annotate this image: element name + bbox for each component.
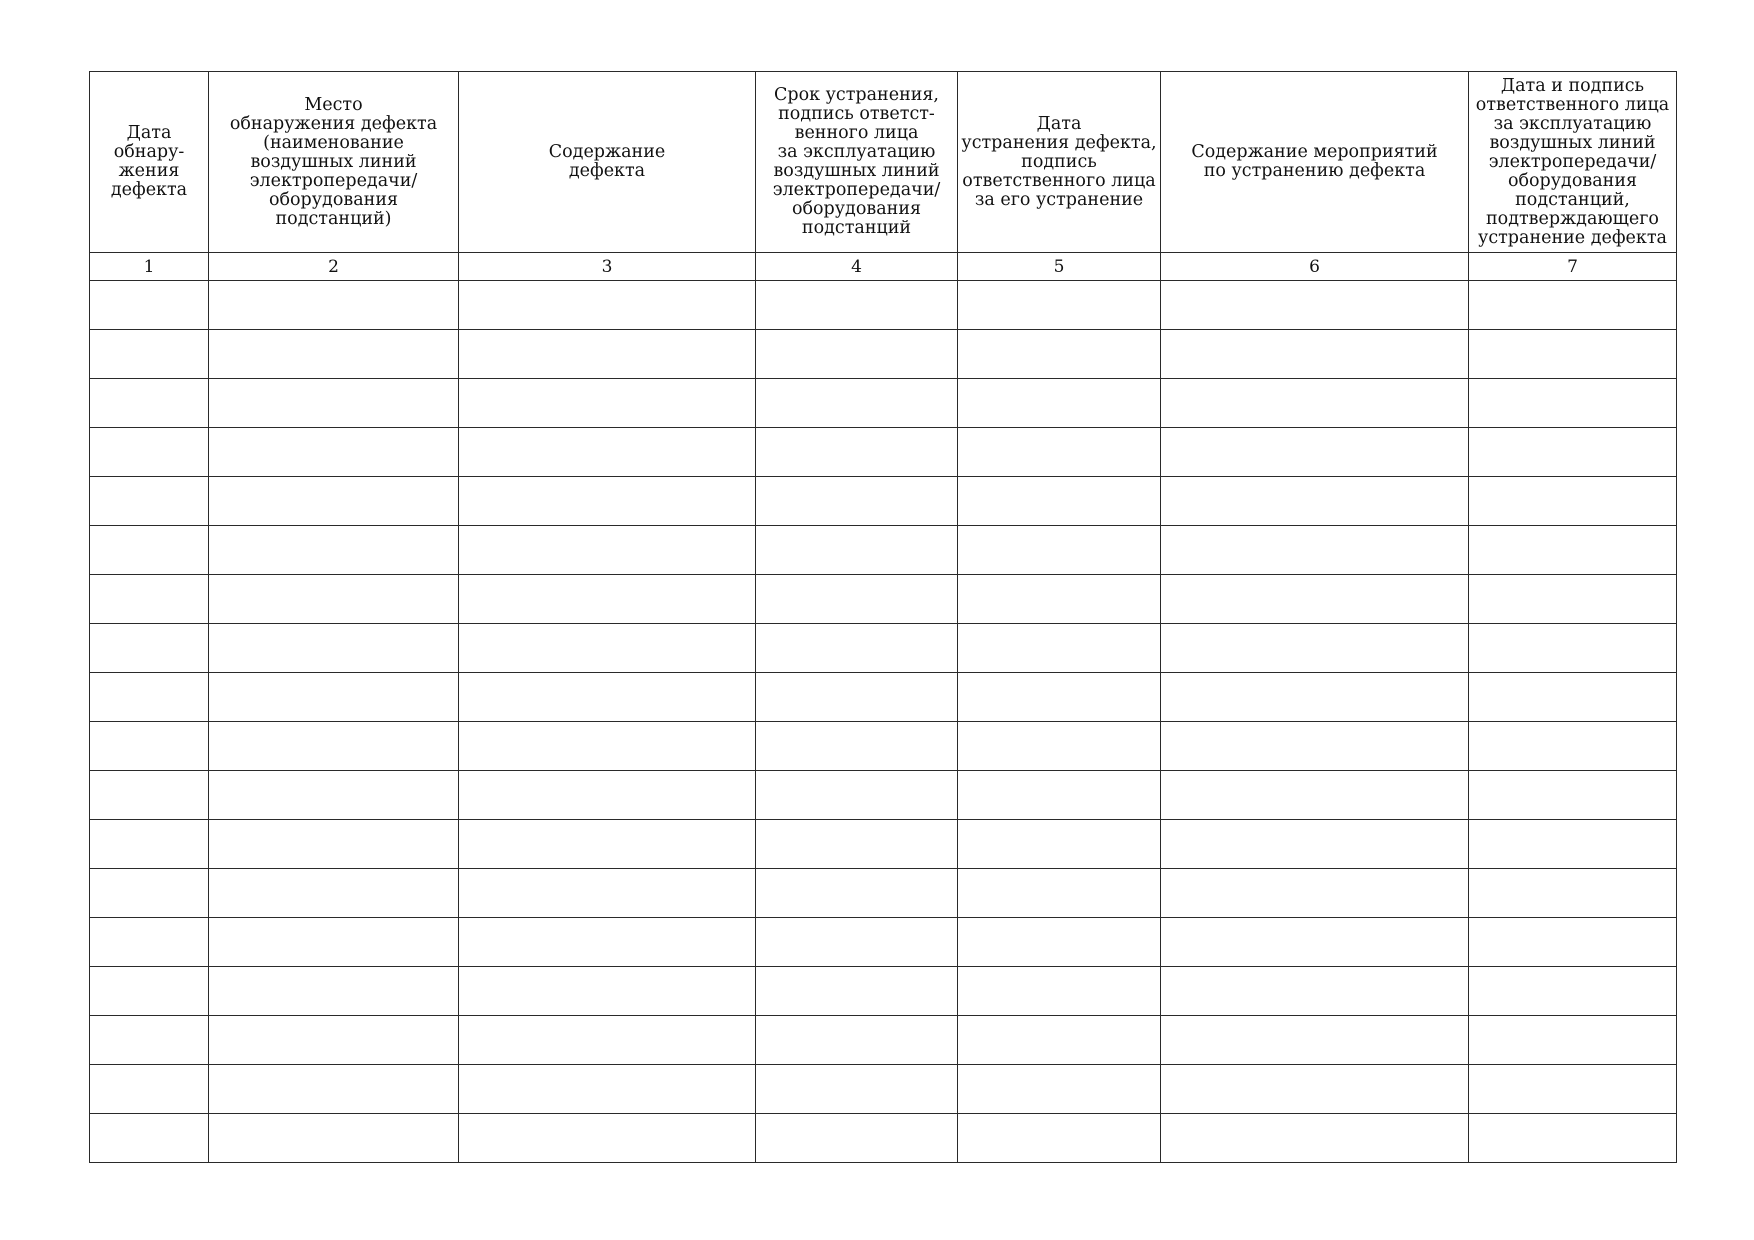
table-cell bbox=[459, 771, 756, 820]
table-cell bbox=[756, 428, 958, 477]
table-cell bbox=[90, 918, 209, 967]
table-cell bbox=[1161, 379, 1469, 428]
header-row bbox=[90, 72, 1677, 253]
table-cell bbox=[1161, 673, 1469, 722]
table-cell bbox=[459, 820, 756, 869]
table-cell bbox=[958, 1016, 1161, 1065]
table-row bbox=[90, 330, 1677, 379]
table-cell bbox=[1161, 967, 1469, 1016]
table-cell bbox=[209, 869, 459, 918]
table-cell bbox=[1469, 722, 1677, 771]
table-cell bbox=[756, 379, 958, 428]
table-cell bbox=[1161, 820, 1469, 869]
table-cell bbox=[1469, 428, 1677, 477]
table-cell bbox=[90, 722, 209, 771]
table-cell bbox=[756, 1065, 958, 1114]
table-cell bbox=[958, 869, 1161, 918]
header-confirmation-signature: Дата и подпись ответственного лица за эксплуатацию воздушных линий электропередачи/ оборудования подстанций, подтверждающего устранение дефекта bbox=[1469, 72, 1677, 253]
table-cell bbox=[1161, 526, 1469, 575]
table-row bbox=[90, 673, 1677, 722]
table-cell bbox=[90, 575, 209, 624]
table-cell bbox=[90, 379, 209, 428]
table-cell bbox=[1469, 673, 1677, 722]
table-cell bbox=[1161, 575, 1469, 624]
table-cell bbox=[459, 1114, 756, 1163]
table-cell bbox=[209, 428, 459, 477]
table-row bbox=[90, 820, 1677, 869]
table-cell bbox=[209, 379, 459, 428]
header-defect-content: Содержание дефекта bbox=[459, 72, 756, 253]
table-body bbox=[90, 281, 1677, 1163]
table-cell bbox=[459, 575, 756, 624]
header-defect-location: Место обнаружения дефекта (наименование воздушных линий электропередачи/ оборудования подстанций) bbox=[209, 72, 459, 253]
table-cell bbox=[756, 771, 958, 820]
table-cell bbox=[90, 428, 209, 477]
table-row bbox=[90, 918, 1677, 967]
table-cell bbox=[958, 771, 1161, 820]
table-cell bbox=[1469, 379, 1677, 428]
table-cell bbox=[459, 477, 756, 526]
table-row bbox=[90, 722, 1677, 771]
table-row bbox=[90, 526, 1677, 575]
column-number: 5 bbox=[958, 253, 1161, 281]
table-cell bbox=[209, 722, 459, 771]
table-cell bbox=[1161, 1114, 1469, 1163]
table-cell bbox=[1469, 281, 1677, 330]
table-cell bbox=[1469, 575, 1677, 624]
table-cell bbox=[958, 1114, 1161, 1163]
table-cell bbox=[1161, 477, 1469, 526]
column-number: 6 bbox=[1161, 253, 1469, 281]
table-cell bbox=[209, 330, 459, 379]
table-cell bbox=[1161, 624, 1469, 673]
table-cell bbox=[1469, 477, 1677, 526]
table-cell bbox=[1161, 869, 1469, 918]
column-number: 3 bbox=[459, 253, 756, 281]
table-cell bbox=[459, 330, 756, 379]
table-cell bbox=[756, 575, 958, 624]
table-cell bbox=[90, 820, 209, 869]
table-cell bbox=[756, 869, 958, 918]
table-cell bbox=[1469, 918, 1677, 967]
table-cell bbox=[459, 1065, 756, 1114]
table-cell bbox=[1469, 771, 1677, 820]
header-detection-date: Дата обнару- жения дефекта bbox=[90, 72, 209, 253]
table-cell bbox=[958, 820, 1161, 869]
table-cell bbox=[1469, 330, 1677, 379]
table-cell bbox=[90, 624, 209, 673]
table-cell bbox=[756, 1114, 958, 1163]
table-row bbox=[90, 281, 1677, 330]
table-cell bbox=[209, 673, 459, 722]
table-cell bbox=[90, 967, 209, 1016]
table-cell bbox=[209, 820, 459, 869]
table-cell bbox=[1161, 281, 1469, 330]
table-cell bbox=[90, 1114, 209, 1163]
table-cell bbox=[756, 967, 958, 1016]
table-cell bbox=[756, 477, 958, 526]
table-cell bbox=[209, 526, 459, 575]
column-number: 2 bbox=[209, 253, 459, 281]
table-cell bbox=[209, 477, 459, 526]
table-cell bbox=[459, 379, 756, 428]
table-cell bbox=[459, 624, 756, 673]
table-cell bbox=[958, 673, 1161, 722]
table-cell bbox=[209, 575, 459, 624]
table-cell bbox=[756, 722, 958, 771]
table-row bbox=[90, 1065, 1677, 1114]
table-row bbox=[90, 1016, 1677, 1065]
table-cell bbox=[459, 918, 756, 967]
column-number: 1 bbox=[90, 253, 209, 281]
table-cell bbox=[756, 281, 958, 330]
column-number: 4 bbox=[756, 253, 958, 281]
table-cell bbox=[459, 673, 756, 722]
table-cell bbox=[90, 771, 209, 820]
table-row bbox=[90, 477, 1677, 526]
table-cell bbox=[459, 967, 756, 1016]
table-cell bbox=[958, 967, 1161, 1016]
table-cell bbox=[958, 379, 1161, 428]
table-cell bbox=[1161, 1016, 1469, 1065]
table-cell bbox=[1469, 1114, 1677, 1163]
defect-log-table bbox=[89, 71, 1677, 1163]
column-number: 7 bbox=[1469, 253, 1677, 281]
table-cell bbox=[1469, 1016, 1677, 1065]
table-cell bbox=[958, 1065, 1161, 1114]
table-cell bbox=[459, 526, 756, 575]
table-row bbox=[90, 624, 1677, 673]
table-cell bbox=[756, 330, 958, 379]
table-cell bbox=[756, 1016, 958, 1065]
header-elimination-date: Дата устранения дефекта, подпись ответственного лица за его устранение bbox=[958, 72, 1161, 253]
table-cell bbox=[209, 281, 459, 330]
header-elimination-measures: Содержание мероприятий по устранению дефекта bbox=[1161, 72, 1469, 253]
table-cell bbox=[459, 869, 756, 918]
table-cell bbox=[1469, 1065, 1677, 1114]
table-cell bbox=[1161, 428, 1469, 477]
table-row bbox=[90, 869, 1677, 918]
table-cell bbox=[958, 575, 1161, 624]
table-row bbox=[90, 771, 1677, 820]
table-cell bbox=[459, 722, 756, 771]
table-cell bbox=[1469, 869, 1677, 918]
table-cell bbox=[90, 281, 209, 330]
table-cell bbox=[459, 1016, 756, 1065]
table-cell bbox=[1161, 722, 1469, 771]
table-row bbox=[90, 967, 1677, 1016]
table-cell bbox=[90, 673, 209, 722]
table-cell bbox=[958, 722, 1161, 771]
table-cell bbox=[459, 281, 756, 330]
table-row bbox=[90, 428, 1677, 477]
table-cell bbox=[1469, 624, 1677, 673]
table-cell bbox=[209, 967, 459, 1016]
table-row bbox=[90, 1114, 1677, 1163]
table-cell bbox=[1469, 526, 1677, 575]
table-cell bbox=[90, 1016, 209, 1065]
table-cell bbox=[209, 1114, 459, 1163]
table-cell bbox=[209, 771, 459, 820]
table-cell bbox=[756, 820, 958, 869]
table-cell bbox=[1161, 330, 1469, 379]
table-cell bbox=[756, 624, 958, 673]
table-cell bbox=[90, 869, 209, 918]
table-row bbox=[90, 575, 1677, 624]
table-cell bbox=[958, 526, 1161, 575]
table-cell bbox=[209, 918, 459, 967]
table-cell bbox=[209, 624, 459, 673]
table-cell bbox=[90, 330, 209, 379]
table-cell bbox=[958, 918, 1161, 967]
table-cell bbox=[756, 918, 958, 967]
column-number-row bbox=[90, 253, 1677, 281]
table-row bbox=[90, 379, 1677, 428]
table-cell bbox=[90, 526, 209, 575]
table-cell bbox=[209, 1016, 459, 1065]
table-cell bbox=[459, 428, 756, 477]
table-cell bbox=[958, 281, 1161, 330]
table-cell bbox=[1469, 820, 1677, 869]
table-cell bbox=[958, 330, 1161, 379]
table-cell bbox=[1161, 771, 1469, 820]
table-cell bbox=[756, 526, 958, 575]
table-cell bbox=[1161, 918, 1469, 967]
table-cell bbox=[1469, 967, 1677, 1016]
header-elimination-deadline: Срок устранения, подпись ответст- венного лица за эксплуатацию воздушных линий электропередачи/ оборудования подстанций bbox=[756, 72, 958, 253]
table-cell bbox=[958, 477, 1161, 526]
table-cell bbox=[958, 624, 1161, 673]
table-cell bbox=[756, 673, 958, 722]
table-cell bbox=[90, 1065, 209, 1114]
table-cell bbox=[90, 477, 209, 526]
table-cell bbox=[1161, 1065, 1469, 1114]
table-cell bbox=[209, 1065, 459, 1114]
table-cell bbox=[958, 428, 1161, 477]
